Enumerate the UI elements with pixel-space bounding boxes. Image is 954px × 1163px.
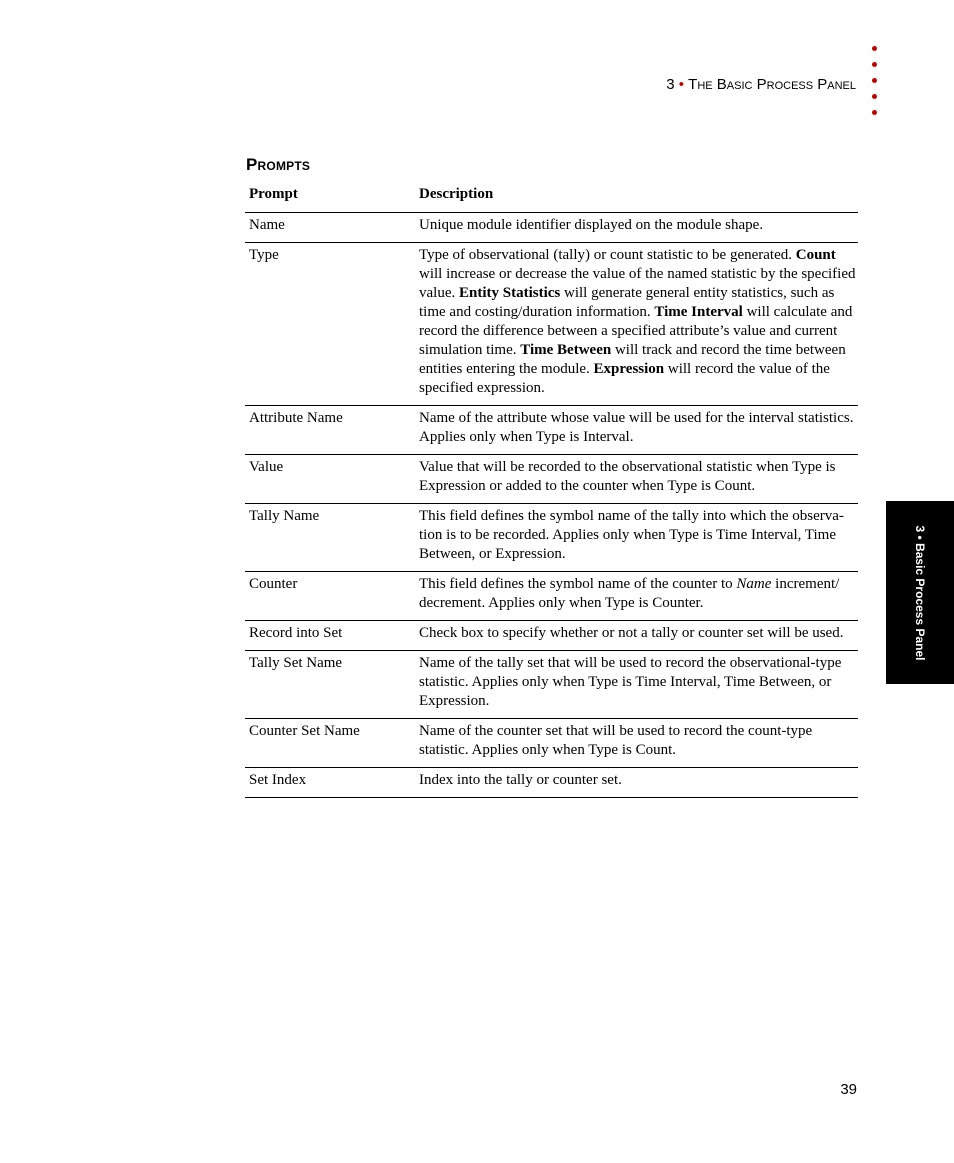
prompt-cell: Record into Set <box>245 621 415 651</box>
section-heading: Prompts <box>246 155 311 174</box>
table-row <box>245 455 858 504</box>
prompt-cell: Tally Name <box>245 504 415 572</box>
table-row <box>245 719 858 768</box>
description-text: will calculate and record the difference between a specified attribute’s value and current simulation time. <box>419 304 853 358</box>
prompt-cell: Counter <box>245 572 415 621</box>
table-row <box>245 504 858 572</box>
table-row <box>245 572 858 621</box>
description-cell <box>415 213 858 243</box>
description-text: will generate general entity statistics, such as time and costing/duration information. <box>419 285 835 320</box>
bold-term: Expression <box>593 361 665 377</box>
description-text: Unique module identifier displayed on the module shape. <box>419 217 764 233</box>
description-cell <box>415 455 858 504</box>
column-header-prompt: Prompt <box>245 180 415 213</box>
table-row <box>245 406 858 455</box>
description-cell <box>415 243 858 406</box>
table-body <box>245 213 858 798</box>
italic-term: Name <box>736 576 772 592</box>
description-text: increment/ decrement. Applies only when Type is Counter. <box>419 576 840 611</box>
bullet-dot-icon <box>872 62 877 67</box>
table-row <box>245 621 858 651</box>
table-row <box>245 213 858 243</box>
prompt-cell: Set Index <box>245 768 415 798</box>
bullet-dot-icon <box>872 94 877 99</box>
header-separator: • <box>678 76 684 93</box>
column-header-description: Description <box>415 180 858 213</box>
table-header-row <box>245 180 858 213</box>
description-text: This field defines the symbol name of the counter to <box>419 576 737 592</box>
prompt-cell: Type <box>245 243 415 406</box>
description-cell <box>415 768 858 798</box>
chapter-number: 3 <box>666 76 675 93</box>
description-text: will track and record the time between entities entering the module. <box>419 342 846 377</box>
chapter-side-tab <box>886 501 954 684</box>
description-cell <box>415 504 858 572</box>
description-text: Value that will be recorded to the observational statistic when Type is Expression or added to the counter when Type is Count. <box>419 459 836 494</box>
prompt-cell: Counter Set Name <box>245 719 415 768</box>
description-text: Name of the tally set that will be used to record the observational-type statistic. Applies only when Type is Time Interval, Time Between, or Expression. <box>419 655 842 709</box>
running-head <box>666 76 856 93</box>
bold-term: Count <box>795 247 836 263</box>
table-row <box>245 243 858 406</box>
margin-dots <box>872 46 882 126</box>
description-text: This field defines the symbol name of the tally into which the observa-tion is to be recorded. Applies only when Type is Time Interval, Time Between, or Expression. <box>419 508 844 562</box>
bold-term: Entity Statistics <box>458 285 561 301</box>
description-cell <box>415 719 858 768</box>
description-text: will increase or decrease the value of the named statistic by the specified value. <box>419 266 856 301</box>
description-text: Check box to specify whether or not a tally or counter set will be used. <box>419 625 844 641</box>
description-cell <box>415 406 858 455</box>
description-cell <box>415 572 858 621</box>
prompt-cell: Name <box>245 213 415 243</box>
prompt-cell: Attribute Name <box>245 406 415 455</box>
page-number: 39 <box>840 1081 857 1098</box>
bold-term: Time Between <box>520 342 612 358</box>
bullet-dot-icon <box>872 78 877 83</box>
prompt-cell: Value <box>245 455 415 504</box>
description-text: Name of the attribute whose value will be used for the interval statistics. Applies only when Type is Interval. <box>419 410 854 445</box>
bullet-dot-icon <box>872 110 877 115</box>
bold-term: Time Interval <box>654 304 743 320</box>
chapter-title: The Basic Process Panel <box>688 76 856 93</box>
prompt-cell: Tally Set Name <box>245 651 415 719</box>
bullet-dot-icon <box>872 46 877 51</box>
description-text: Name of the counter set that will be used to record the count-type statistic. Applies only when Type is Count. <box>419 723 813 758</box>
description-text: Index into the tally or counter set. <box>419 772 622 788</box>
table-row <box>245 651 858 719</box>
description-text: will record the value of the specified expression. <box>419 361 830 396</box>
description-cell <box>415 621 858 651</box>
prompts-table <box>245 180 858 798</box>
description-cell <box>415 651 858 719</box>
description-text: Type of observational (tally) or count statistic to be generated. <box>419 247 796 263</box>
table-row <box>245 768 858 798</box>
side-tab-label: 3 • Basic Process Panel <box>913 525 927 660</box>
